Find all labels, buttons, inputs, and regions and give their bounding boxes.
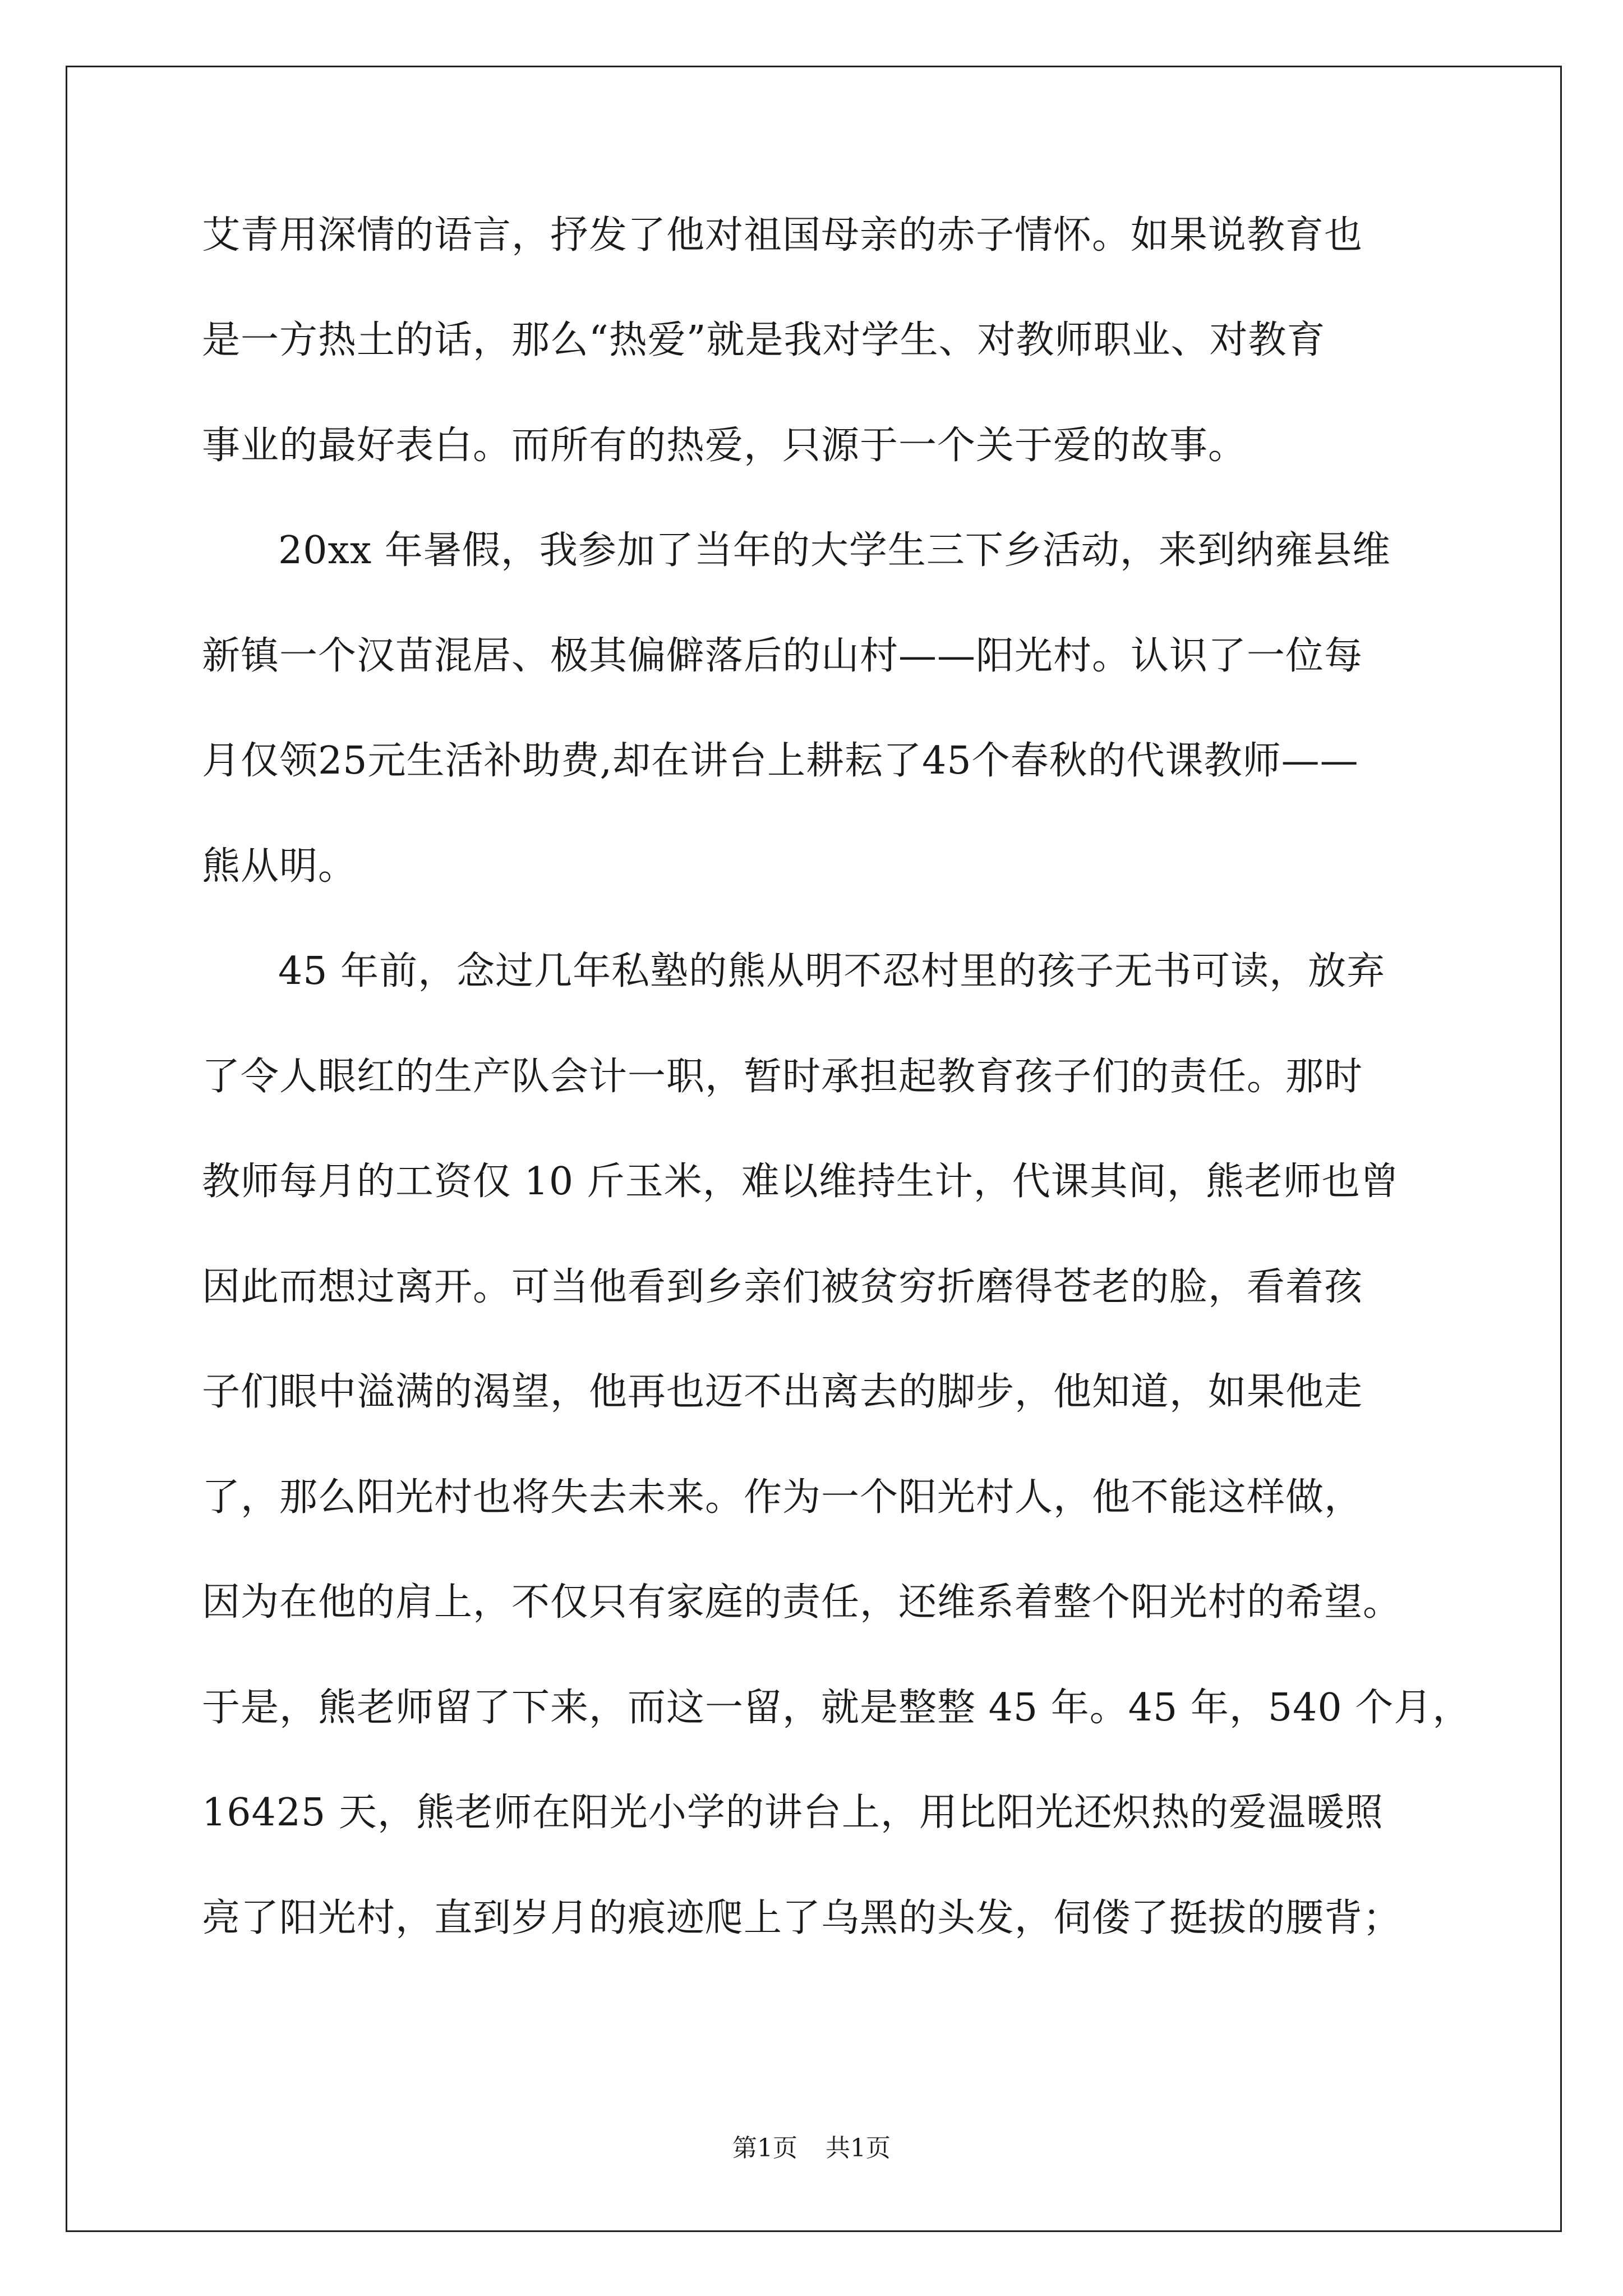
page-total: 共1页	[826, 2134, 891, 2162]
text-line: 亮了阳光村，直到岁月的痕迹爬上了乌黑的头发，伺偻了挺拔的腰背；	[202, 1896, 1402, 1940]
text-line: 了令人眼红的生产队会计一职，暂时承担起教育孩子们的责任。那时	[202, 1055, 1363, 1099]
text-line: 艾青用深情的语言，抒发了他对祖国母亲的赤子情怀。如果说教育也	[202, 213, 1363, 257]
page-number: 第1页	[732, 2134, 797, 2162]
text-line: 子们眼中溢满的渴望，他再也迈不出离去的脚步，他知道，如果他走	[202, 1370, 1363, 1414]
paragraph-first-line: 20xx 年暑假，我参加了当年的大学生三下乡活动，来到纳雍县维	[278, 528, 1391, 573]
text-line: 新镇一个汉苗混居、极其偏僻落后的山村——阳光村。认识了一位每	[202, 634, 1363, 678]
text-line: 16425 天，熊老师在阳光小学的讲台上，用比阳光还炽热的爱温暖照	[202, 1791, 1384, 1835]
text-line: 事业的最好表白。而所有的热爱，只源于一个关于爱的故事。	[202, 424, 1247, 468]
paragraph-first-line: 45 年前，念过几年私塾的熊从明不忍村里的孩子无书可读，放弃	[278, 949, 1386, 993]
text-line: 教师每月的工资仅 10 斤玉米，难以维持生计，代课其间，熊老师也曾	[202, 1159, 1399, 1204]
text-line: 是一方热土的话，那么“热爱”就是我对学生、对教师职业、对教育	[202, 318, 1326, 362]
text-line: 熊从明。	[202, 844, 357, 889]
text-line: 了，那么阳光村也将失去未来。作为一个阳光村人，他不能这样做，	[202, 1475, 1363, 1520]
text-line: 因为在他的肩上，不仅只有家庭的责任，还维系着整个阳光村的希望。	[202, 1580, 1402, 1625]
text-line: 因此而想过离开。可当他看到乡亲们被贫穷折磨得苍老的脸，看着孩	[202, 1265, 1363, 1309]
text-line: 于是，熊老师留了下来，而这一留，就是整整 45 年。45 年，540 个月，	[202, 1686, 1472, 1730]
page-footer	[0, 2132, 1623, 2165]
text-line: 月仅领25元生活补助费,却在讲台上耕耘了45个春秋的代课教师——	[202, 739, 1359, 783]
